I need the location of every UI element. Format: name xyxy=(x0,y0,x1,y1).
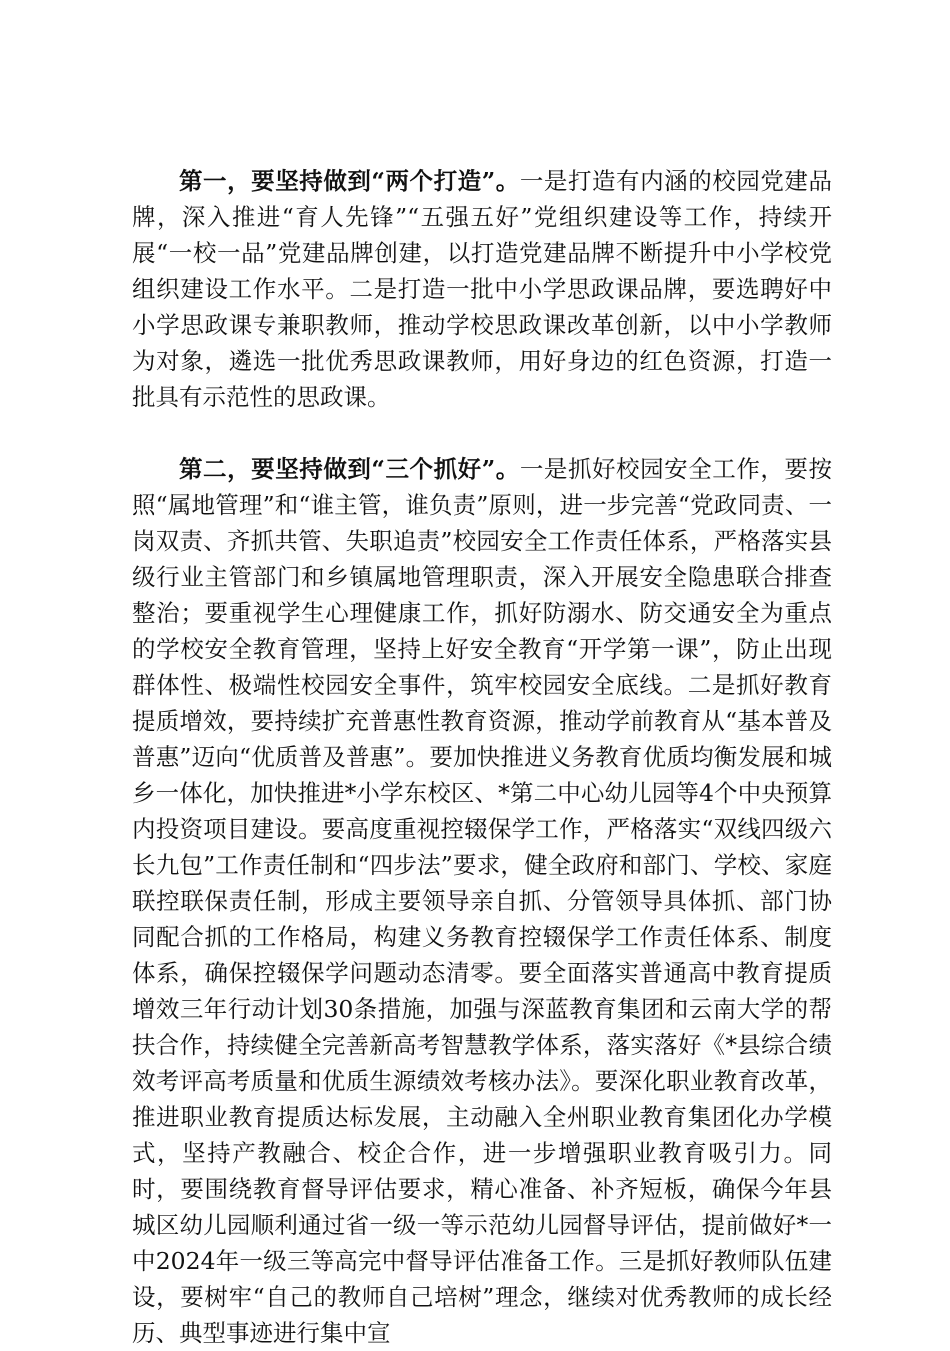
paragraph-three-priorities xyxy=(132,451,832,1351)
paragraph-heading: 第一，要坚持做到“两个打造”。 xyxy=(179,167,520,195)
document-body xyxy=(132,163,832,1351)
paragraph-two-builds xyxy=(132,163,832,415)
paragraph-heading: 第二，要坚持做到“三个抓好”。 xyxy=(179,455,520,483)
paragraph-text: 一是抓好校园安全工作，要按照“属地管理”和“谁主管，谁负责”原则，进一步完善“党政同责、一岗双责、齐抓共管、失职追责”校园安全工作责任体系，严格落实县级行业主管部门和乡镇属地管理职责，深入开展安全隐患联合排查整治；要重视学生心理健康工作，抓好防溺水、防交通安全为重点的学校安全教育管理，坚持上好安全教育“开学第一课”，防止出现群体性、极端性校园安全事件，筑牢校园安全底线。二是抓好教育提质增效，要持续扩充普惠性教育资源，推动学前教育从“基本普及普惠”迈向“优质普及普惠”。要加快推进义务教育优质均衡发展和城乡一体化，加快推进*小学东校区、*第二中心幼儿园等4个中央预算内投资项目建设。要高度重视控辍保学工作，严格落实“双线四级六长九包”工作责任制和“四步法”要求，健全政府和部门、学校、家庭联控联保责任制，形成主要领导亲自抓、分管领导具体抓、部门协同配合抓的工作格局，构建义务教育控辍保学工作责任体系、制度体系，确保控辍保学问题动态清零。要全面落实普通高中教育提质增效三年行动计划30条措施，加强与深蓝教育集团和云南大学的帮扶合作，持续健全完善新高考智慧教学体系，落实落好《*县综合绩效考评高考质量和优质生源绩效考核办法》。要深化职业教育改革，推进职业教育提质达标发展，主动融入全州职业教育集团化办学模式，坚持产教融合、校企合作，进一步增强职业教育吸引力。同时，要围绕教育督导评估要求，精心准备、补齐短板，确保今年县城区幼儿园顺利通过省一级一等示范幼儿园督导评估，提前做好*一中2024年一级三等高完中督导评估准备工作。三是抓好教师队伍建设，要树牢“自己的教师自己培树”理念，继续对优秀教师的成长经历、典型事迹进行集中宣 xyxy=(132,455,832,1347)
paragraph-text: 一是打造有内涵的校园党建品牌，深入推进“育人先锋”“五强五好”党组织建设等工作，持续开展“一校一品”党建品牌创建，以打造党建品牌不断提升中小学校党组织建设工作水平。二是打造一批中小学思政课品牌，要选聘好中小学思政课专兼职教师，推动学校思政课改革创新，以中小学教师为对象，遴选一批优秀思政课教师，用好身边的红色资源，打造一批具有示范性的思政课。 xyxy=(132,167,832,411)
